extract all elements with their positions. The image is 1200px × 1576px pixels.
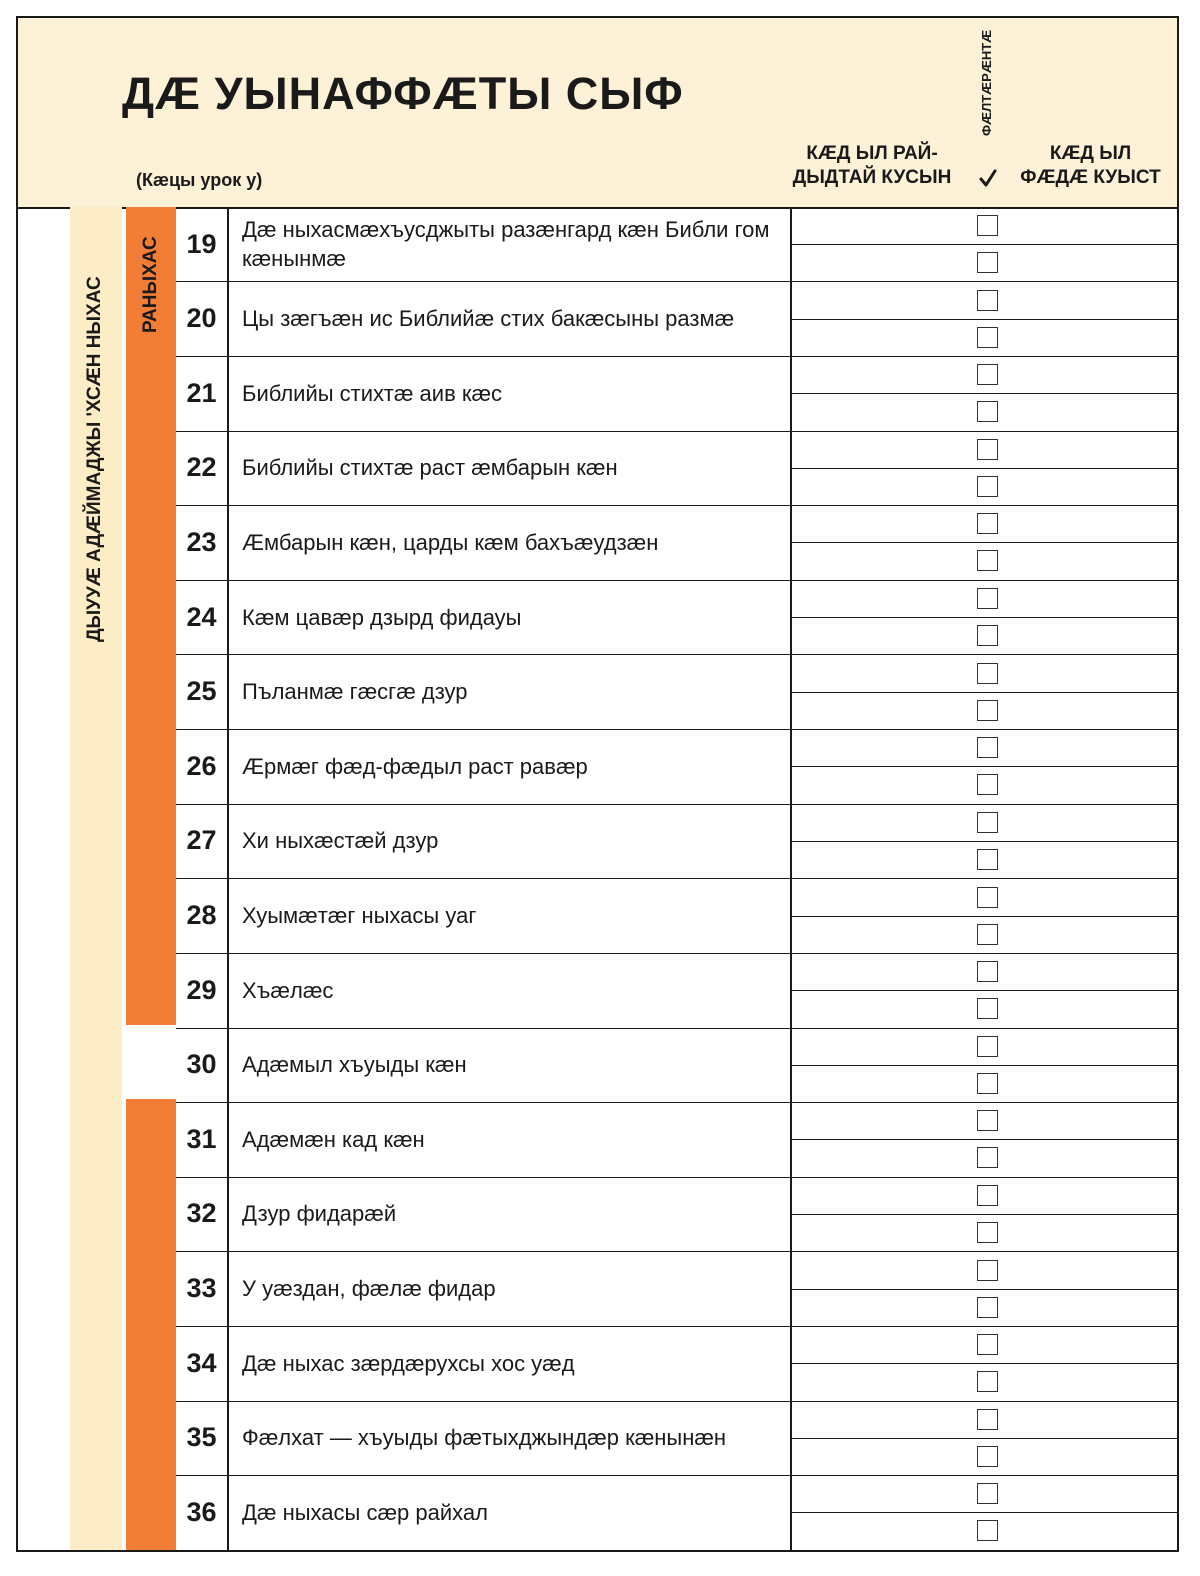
table-row: [176, 1475, 1177, 1549]
lesson-checkbox-second[interactable]: [977, 1446, 998, 1467]
lesson-checkbox-second[interactable]: [977, 401, 998, 422]
row-split-line: [792, 1512, 1177, 1513]
lesson-checkbox-first[interactable]: [977, 961, 998, 982]
lesson-title: Дзур фидарæй: [242, 1201, 397, 1227]
lesson-title: Дæ ныхасмæхъусджыты разæнгард кæн Библи гом кæнынмæ: [242, 217, 770, 271]
table-row: [176, 282, 1177, 356]
lesson-number: 21: [186, 377, 217, 408]
lesson-number: 30: [186, 1049, 217, 1080]
table-row: [176, 879, 1177, 953]
row-split-line: [792, 319, 1177, 320]
lesson-number: 32: [186, 1198, 217, 1229]
lesson-checkbox-first[interactable]: [977, 812, 998, 833]
lesson-checkbox-first[interactable]: [977, 887, 998, 908]
lesson-checkbox-first[interactable]: [977, 1036, 998, 1057]
row-divider: [176, 1550, 1177, 1551]
lesson-checkbox-first[interactable]: [977, 1185, 998, 1206]
row-split-line: [792, 692, 1177, 693]
band-conversation-label: ДЫУУÆ АДÆЙМАДЖЫ 'ХСÆН НЫХАС: [84, 276, 105, 642]
checkmark-icon: [979, 168, 997, 188]
lesson-checkbox-first[interactable]: [977, 1260, 998, 1281]
lesson-checkbox-second[interactable]: [977, 1371, 998, 1392]
row-split-line: [792, 766, 1177, 767]
lesson-checkbox-second[interactable]: [977, 1222, 998, 1243]
row-split-line: [792, 841, 1177, 842]
table-row: [176, 356, 1177, 430]
lesson-title: Цы зæгъæн ис Библийæ стих бакæсыны размæ: [242, 306, 735, 332]
lesson-number: 28: [186, 900, 217, 930]
row-split-line: [792, 393, 1177, 394]
lesson-checkbox-second[interactable]: [977, 924, 998, 945]
table-row: [176, 580, 1177, 654]
column-header-next-line1: КÆД ЫЛ: [1049, 143, 1132, 164]
lesson-checkbox-first[interactable]: [977, 1334, 998, 1355]
row-split-line: [792, 916, 1177, 917]
page-subtitle: (Кæцы урок у): [136, 170, 263, 190]
lesson-checkbox-first[interactable]: [977, 364, 998, 385]
row-split-line: [792, 1139, 1177, 1140]
row-split-line: [792, 617, 1177, 618]
lesson-checkbox-second[interactable]: [977, 700, 998, 721]
lesson-number: 35: [186, 1422, 217, 1453]
lesson-checkbox-first[interactable]: [977, 439, 998, 460]
lesson-number: 31: [186, 1123, 217, 1154]
lesson-checkbox-first[interactable]: [977, 215, 998, 236]
lesson-checkbox-second[interactable]: [977, 1297, 998, 1318]
lesson-checkbox-second[interactable]: [977, 1147, 998, 1168]
table-row: [176, 1401, 1177, 1475]
lesson-title: Адæмæн кад кæн: [242, 1126, 425, 1152]
lesson-title: Хъæлæс: [242, 977, 334, 1003]
row-split-line: [792, 1438, 1177, 1439]
lesson-checkbox-second[interactable]: [977, 1520, 998, 1541]
lesson-checkbox-second[interactable]: [977, 327, 998, 348]
table-row: [176, 505, 1177, 579]
lesson-number: 36: [186, 1496, 217, 1527]
column-header-done: [782, 142, 962, 190]
lesson-number: 26: [186, 750, 217, 781]
table-row: [176, 1326, 1177, 1400]
lesson-number: 19: [186, 228, 217, 259]
table-row: [176, 1102, 1177, 1176]
row-split-line: [792, 1363, 1177, 1364]
lesson-checkbox-first[interactable]: [977, 1483, 998, 1504]
lesson-title: Фæлхат — хъуыды фæтыхджындæр кæнынæн: [242, 1425, 727, 1451]
lesson-checkbox-second[interactable]: [977, 774, 998, 795]
lesson-title: Пъланмæ гæсгæ дзур: [242, 679, 468, 705]
lesson-checklist-sheet: [16, 16, 1179, 1552]
lesson-checkbox-second[interactable]: [977, 1073, 998, 1094]
lesson-checkbox-second[interactable]: [977, 252, 998, 273]
lesson-checkbox-second[interactable]: [977, 550, 998, 571]
row-split-line: [792, 244, 1177, 245]
lesson-checkbox-second[interactable]: [977, 998, 998, 1019]
table-row: [176, 804, 1177, 878]
lesson-title: Кæм цавæр дзырд фидауы: [242, 604, 522, 630]
lesson-number: 33: [186, 1273, 217, 1304]
lesson-title: Дæ ныхасы сæр райхал: [242, 1499, 488, 1525]
table-row: [176, 207, 1177, 281]
column-header-done-line1: КÆД ЫЛ РАЙ-: [806, 143, 938, 164]
row-split-line: [792, 542, 1177, 543]
lesson-title: Адæмыл хъуыды кæн: [242, 1052, 467, 1078]
lesson-title: Дæ ныхас зæрдæрухсы хос уæд: [242, 1350, 575, 1376]
lesson-title: Хи ныхæстæй дзур: [242, 828, 439, 854]
lesson-title: Библийы стихтæ раст æмбарын кæн: [242, 455, 618, 481]
lesson-number: 23: [186, 526, 217, 557]
lesson-title: У уæздан, фæлæ фидар: [242, 1276, 496, 1302]
lesson-checkbox-first[interactable]: [977, 663, 998, 684]
column-header-next: [1008, 142, 1173, 190]
header: [18, 18, 1177, 209]
lesson-number: 20: [186, 303, 217, 334]
lesson-title: Хуымæтæг ныхасы уаг: [242, 903, 477, 928]
lesson-checkbox-first[interactable]: [977, 1409, 998, 1430]
lesson-number: 25: [186, 676, 217, 707]
lesson-number: 34: [186, 1347, 217, 1378]
table-row: [176, 655, 1177, 729]
lesson-number: 29: [186, 974, 217, 1005]
band-delivery-lower: [126, 1099, 176, 1550]
lesson-checkbox-first[interactable]: [977, 513, 998, 534]
band-delivery-upper: [126, 207, 176, 1025]
band-conversation: [70, 207, 122, 1550]
lesson-title: Æмбарын кæн, царды кæм бахъæудзæн: [242, 529, 659, 555]
table-row: [176, 1252, 1177, 1326]
lesson-number: 24: [186, 601, 217, 632]
lesson-checkbox-first[interactable]: [977, 290, 998, 311]
column-header-done-line2: ДЫДТАЙ КУСЫН: [792, 167, 952, 188]
lesson-title: Æрмæг фæд-фæдыл раст равæр: [242, 753, 588, 779]
lesson-number: 27: [186, 825, 217, 856]
row-split-line: [792, 1214, 1177, 1215]
lesson-checkbox-first[interactable]: [977, 737, 998, 758]
lesson-checkbox-first[interactable]: [977, 1110, 998, 1131]
lesson-number: 22: [186, 452, 217, 483]
lesson-checkbox-second[interactable]: [977, 476, 998, 497]
lesson-checkbox-second[interactable]: [977, 849, 998, 870]
lesson-table: [18, 207, 1177, 1550]
lesson-checkbox-second[interactable]: [977, 625, 998, 646]
table-row: [176, 1028, 1177, 1102]
table-row: [176, 1177, 1177, 1251]
page-title: ДÆ УЫНАФФÆТЫ СЫФ: [122, 68, 684, 119]
column-header-checkbox-label: ФÆЛТÆРÆНТÆ: [979, 29, 994, 136]
table-row: [176, 729, 1177, 803]
row-split-line: [792, 1289, 1177, 1290]
row-split-line: [792, 1065, 1177, 1066]
band-delivery-label: РАНЫХАС: [140, 236, 161, 333]
lesson-checkbox-first[interactable]: [977, 588, 998, 609]
column-header-next-line2: ФÆДÆ КУЫСТ: [1020, 167, 1161, 188]
row-split-line: [792, 468, 1177, 469]
row-split-line: [792, 990, 1177, 991]
lesson-title: Библийы стихтæ аив кæс: [242, 380, 503, 406]
table-row: [176, 431, 1177, 505]
table-row: [176, 953, 1177, 1027]
